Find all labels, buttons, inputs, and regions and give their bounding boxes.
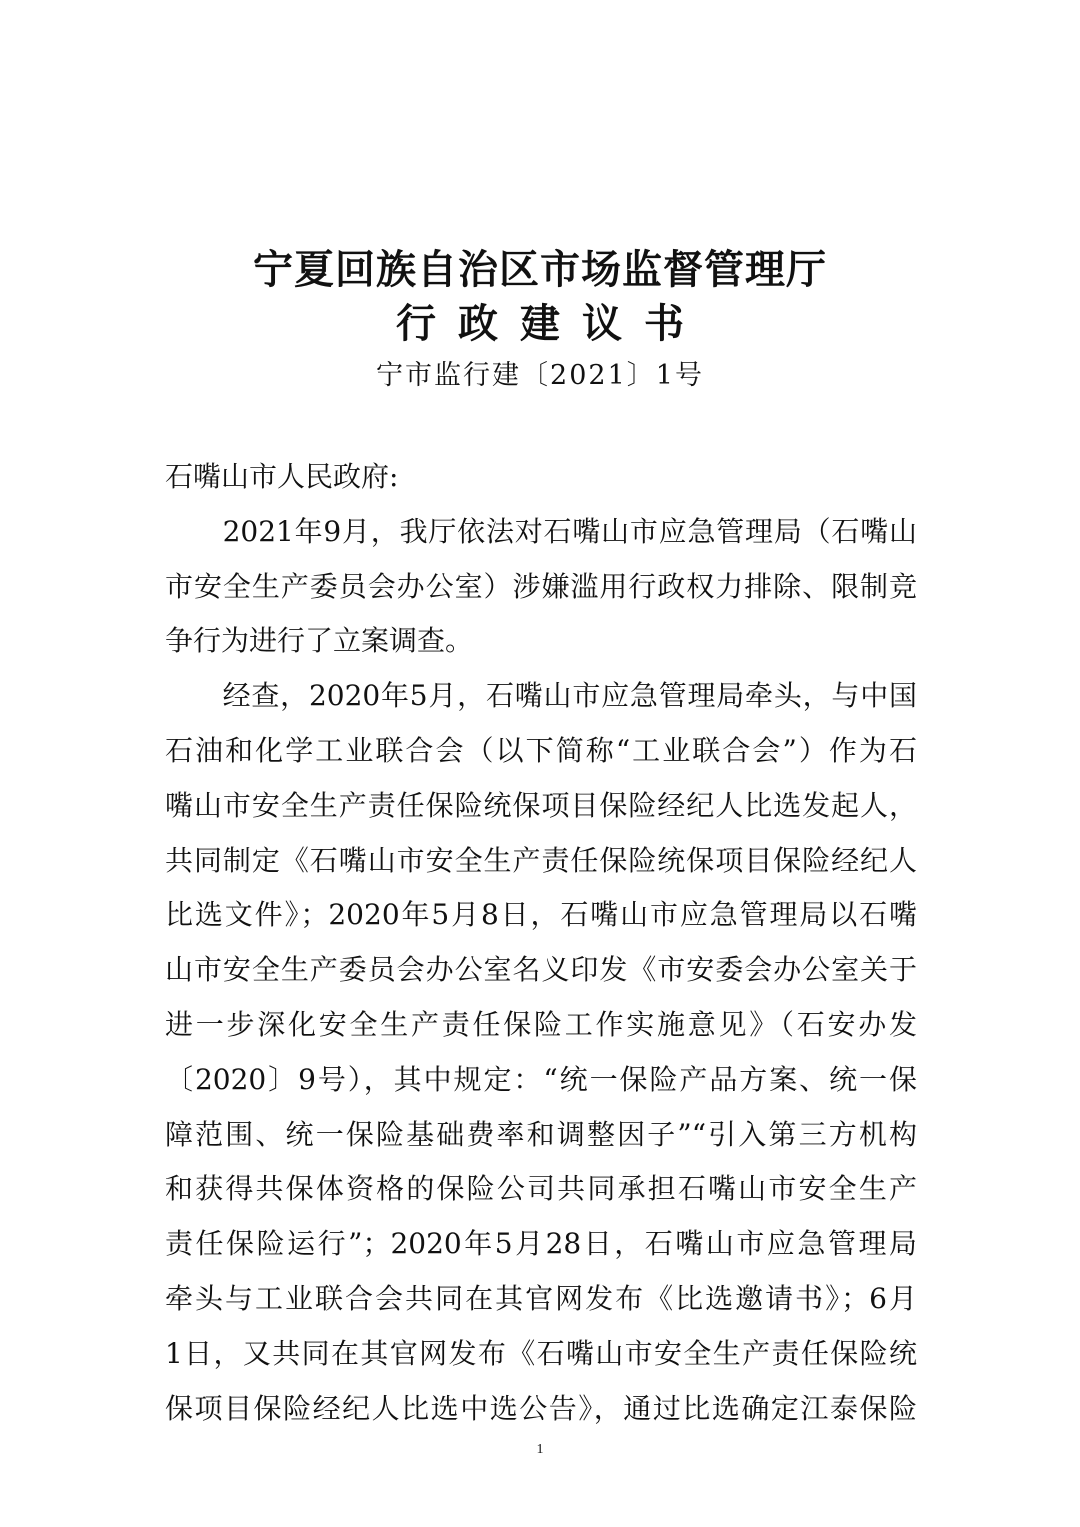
document-type-title: 行政建议书 [396, 300, 706, 347]
body-line: 市安全生产委员会办公室）涉嫌滥用行政权力排除、限制竞 [165, 569, 917, 603]
body-line: 山市安全生产委员会办公室名义印发《市安委会办公室关于 [165, 953, 917, 987]
document-number: 宁市监行建〔2021〕1号 [376, 360, 704, 391]
document-body [165, 450, 917, 1436]
body-line: 2021年9月，我厅依法对石嘴山市应急管理局（石嘴山 [165, 514, 917, 548]
body-line: 嘴山市安全生产责任保险统保项目保险经纪人比选发起人， [165, 788, 917, 822]
document-issuer-title: 宁夏回族自治区市场监督管理厅 [253, 246, 827, 293]
body-line: 争行为进行了立案调查。 [165, 624, 474, 658]
body-line: 1日，又共同在其官网发布《石嘴山市安全生产责任保险统 [165, 1336, 917, 1370]
body-line: 〔2020〕9号），其中规定：“统一保险产品方案、统一保 [165, 1062, 917, 1096]
body-line: 障范围、统一保险基础费率和调整因子”“引入第三方机构 [165, 1117, 917, 1151]
body-line: 进一步深化安全生产责任保险工作实施意见》（石安办发 [165, 1007, 917, 1041]
body-line: 比选文件》；2020年5月8日，石嘴山市应急管理局以石嘴 [165, 898, 917, 932]
body-line: 责任保险运行”；2020年5月28日，石嘴山市应急管理局 [165, 1227, 917, 1261]
body-line: 牵头与工业联合会共同在其官网发布《比选邀请书》；6月 [165, 1281, 917, 1315]
body-line: 经查，2020年5月，石嘴山市应急管理局牵头，与中国 [165, 679, 917, 713]
page-number: 1 [536, 1442, 544, 1457]
body-line: 石油和化学工业联合会（以下简称“工业联合会”）作为石 [165, 733, 917, 767]
body-line: 和获得共保体资格的保险公司共同承担石嘴山市安全生产 [165, 1172, 917, 1206]
body-line: 保项目保险经纪人比选中选公告》，通过比选确定江泰保险 [165, 1391, 917, 1425]
body-line: 共同制定《石嘴山市安全生产责任保险统保项目保险经纪人 [165, 843, 917, 877]
salutation: 石嘴山市人民政府: [165, 460, 399, 493]
